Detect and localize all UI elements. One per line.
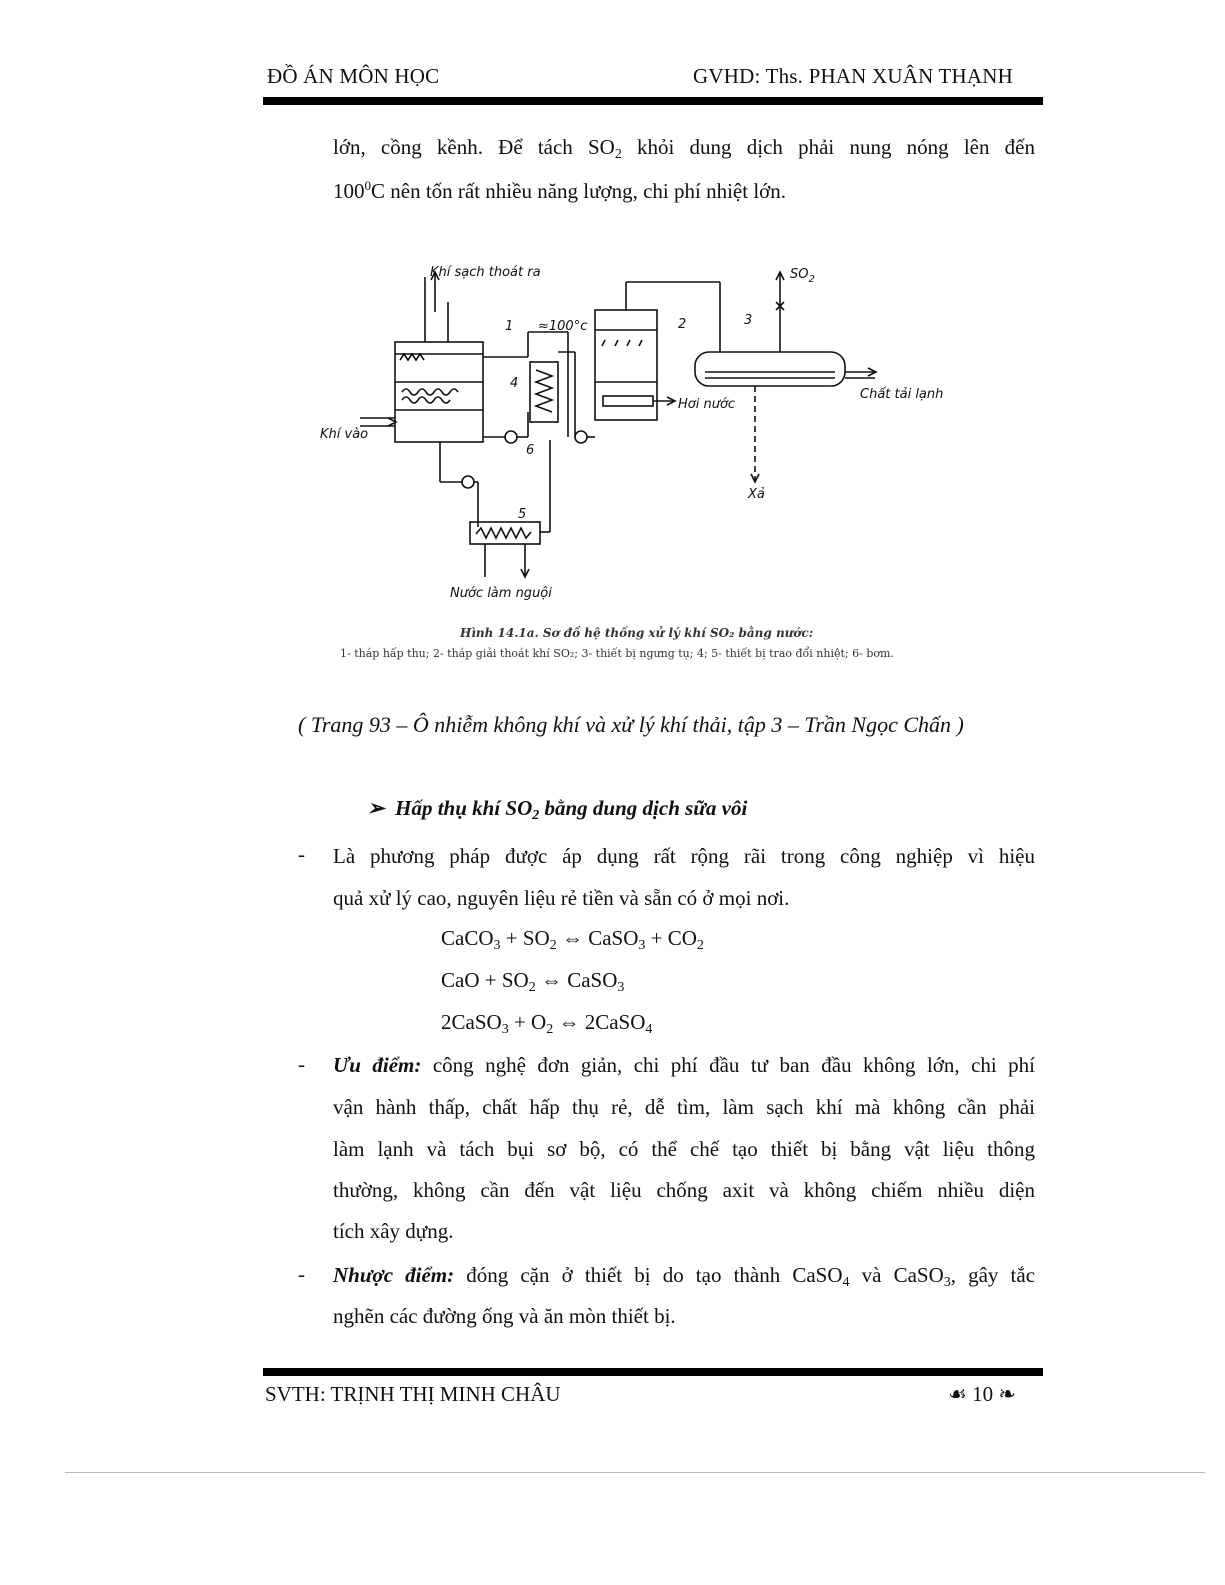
page-bottom-line — [65, 1472, 1205, 1473]
num-3: 3 — [744, 313, 753, 328]
advantages-line-3: làm lạnh và tách bụi sơ bộ, có thể chế tạo thiết bị bằng vật liệu thông — [333, 1137, 1035, 1161]
diagram-lines — [360, 272, 876, 577]
section-heading: ➢ Hấp thụ khí $SO_2$ bằng dung dịch sữa vôi — [367, 796, 748, 823]
header-right: GVHD: Ths. PHAN XUÂN THẠNH — [693, 64, 1014, 88]
ornament-right-icon: ❧ — [998, 1382, 1016, 1406]
dash-3: - — [298, 1262, 305, 1286]
equation-3: 2CaSO$_3$ + $O_2$ ⇔ 2CaSO$_4$ — [441, 1010, 653, 1037]
figure-caption-title: Hình 14.1a. Sơ đồ hệ thống xử lý khí SO₂ bằng nước: — [460, 626, 814, 640]
num-6: 6 — [526, 443, 535, 458]
intro-line-1: lớn, cồng kềnh. Để tách $SO_2$ khỏi dung dịch phải nung nóng lên đến — [333, 135, 1035, 162]
page-number: ☙ 10 ❧ — [948, 1382, 1016, 1406]
advantages-line-2: vận hành thấp, chất hấp thụ rẻ, dễ tìm, làm sạch khí mà không cần phải — [333, 1095, 1035, 1119]
advantages-line-1: Ưu điểm: công nghệ đơn giản, chi phí đầu tư ban đầu không lớn, chi phí — [333, 1053, 1035, 1077]
diagram-caption — [340, 625, 894, 660]
equation-1: CaCO$_3$ + $SO_2$ ⇔ CaSO$_3$ + $CO_2$ — [441, 926, 704, 953]
advantages-line-5: tích xây dựng. — [333, 1219, 454, 1243]
condenser — [695, 352, 845, 386]
label-cooling-water: Nước làm nguội — [450, 586, 552, 601]
dash-1: - — [298, 842, 305, 866]
disadvantages-line-1: Nhược điểm: đóng cặn ở thiết bị do tạo thành CaSO$_4$ và CaSO$_3$, gây tắc — [333, 1263, 1036, 1290]
dash-2: - — [298, 1052, 305, 1076]
disadvantages-line-2: nghẽn các đường ống và ăn mòn thiết bị. — [333, 1304, 676, 1328]
label-temp: ≈100°c — [538, 319, 588, 334]
label-gas-in: Khí vào — [320, 427, 369, 442]
label-coolant: Chất tải lạnh — [860, 387, 944, 402]
ornament-left-icon: ☙ — [948, 1382, 967, 1406]
figure-caption-legend: 1- tháp hấp thu; 2- tháp giải thoát khí SO₂; 3- thiết bị ngưng tụ; 4; 5- thiết bị trao đổi nhiệt; 6- bơm. — [340, 647, 894, 660]
label-drain: Xả — [748, 487, 765, 502]
num-4: 4 — [510, 376, 519, 391]
label-steam: Hơi nước — [678, 397, 736, 412]
num-5: 5 — [518, 507, 527, 522]
header-rule — [263, 97, 1043, 105]
label-so2: $SO_2$ — [790, 267, 815, 285]
num-1: 1 — [505, 319, 514, 334]
so2-water-treatment-diagram — [300, 232, 990, 687]
disadvantages-label: Nhược điểm: — [333, 1263, 455, 1287]
footer-left: SVTH: TRỊNH THỊ MINH CHÂU — [265, 1382, 561, 1406]
absorption-tower — [395, 342, 483, 442]
advantages-label: Ưu điểm: — [333, 1053, 422, 1077]
para1-line-1: Là phương pháp được áp dụng rất rộng rãi trong công nghiệp vì hiệu — [333, 844, 1035, 868]
source-caption: ( Trang 93 – Ô nhiễm không khí và xử lý khí thải, tập 3 – Trần Ngọc Chấn ) — [298, 712, 964, 737]
heat-exchanger-4 — [530, 362, 558, 422]
label-clean-gas: Khí sạch thoát ra — [430, 265, 541, 280]
footer-rule — [263, 1368, 1043, 1376]
header-left: ĐỒ ÁN MÔN HỌC — [267, 64, 440, 88]
bullet-icon: ➢ — [367, 796, 385, 820]
para1-line-2: quả xử lý cao, nguyên liệu rẻ tiền và sẵn có ở mọi nơi. — [333, 886, 790, 910]
diagram-labels — [320, 265, 943, 601]
advantages-line-4: thường, không cần đến vật liệu chống axit và không chiếm nhiều diện — [333, 1178, 1035, 1202]
num-2: 2 — [678, 317, 687, 332]
stripper-tower — [595, 310, 657, 420]
equation-2: CaO + $SO_2$ ⇔ CaSO$_3$ — [441, 968, 625, 995]
intro-line-2: $100^0C$ nên tốn rất nhiều năng lượng, chi phí nhiệt lớn. — [333, 178, 787, 203]
